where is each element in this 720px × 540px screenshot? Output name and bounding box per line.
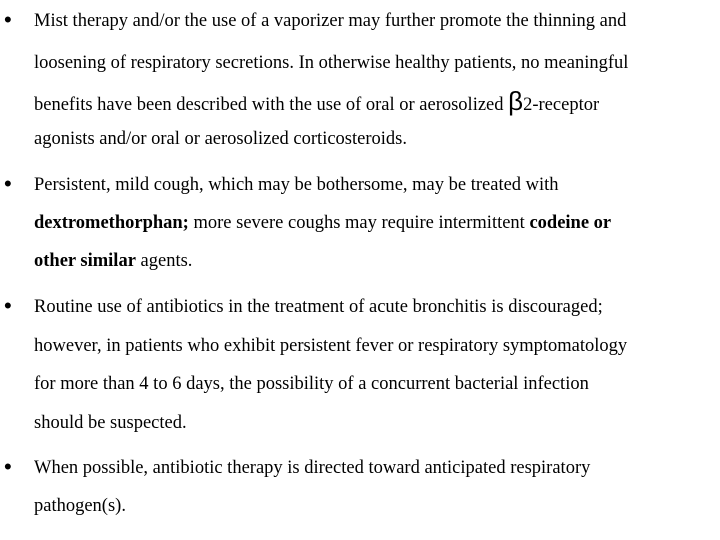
bullet-marker: • bbox=[4, 293, 12, 318]
bullet-marker: • bbox=[4, 454, 12, 479]
bullet-2-line-2 bbox=[34, 212, 611, 234]
bullet-1-line-2: loosening of respiratory secretions. In otherwise healthy patients, no meaningful bbox=[34, 53, 629, 73]
bold-text: dextromethorphan; bbox=[34, 213, 189, 233]
bullet-4-line-1: When possible, antibiotic therapy is directed toward anticipated respiratory bbox=[34, 458, 591, 478]
beta-symbol: β bbox=[508, 86, 524, 116]
bullet-4-line-2: pathogen(s). bbox=[34, 496, 126, 516]
bullet-marker: • bbox=[4, 171, 12, 196]
line-text: benefits have been described with the use of oral or aerosolized bbox=[34, 95, 509, 115]
bullet-1-line-3 bbox=[34, 86, 600, 116]
bullet-3-line-2: however, in patients who exhibit persistent fever or respiratory symptomatology bbox=[34, 336, 628, 356]
line-text: more severe coughs may require intermittent bbox=[188, 213, 530, 233]
bullet-2-line-1: Persistent, mild cough, which may be bothersome, may be treated with bbox=[34, 175, 559, 195]
bullet-3-line-3: for more than 4 to 6 days, the possibility of a concurrent bacterial infection bbox=[34, 374, 589, 394]
bullet-marker: • bbox=[4, 7, 12, 32]
line-text: 2-receptor bbox=[523, 95, 600, 115]
bullet-3-line-1: Routine use of antibiotics in the treatment of acute bronchitis is discouraged; bbox=[34, 297, 603, 317]
bullet-2-line-3 bbox=[34, 250, 192, 272]
bold-text: codeine or bbox=[529, 213, 612, 233]
bullet-1-line-1: Mist therapy and/or the use of a vaporizer may further promote the thinning and bbox=[34, 11, 627, 31]
line-text: agents. bbox=[135, 251, 193, 271]
bullet-1-line-4: agonists and/or oral or aerosolized corticosteroids. bbox=[34, 129, 407, 149]
bold-text: other similar bbox=[34, 251, 136, 271]
bullet-3-line-4: should be suspected. bbox=[34, 413, 187, 433]
